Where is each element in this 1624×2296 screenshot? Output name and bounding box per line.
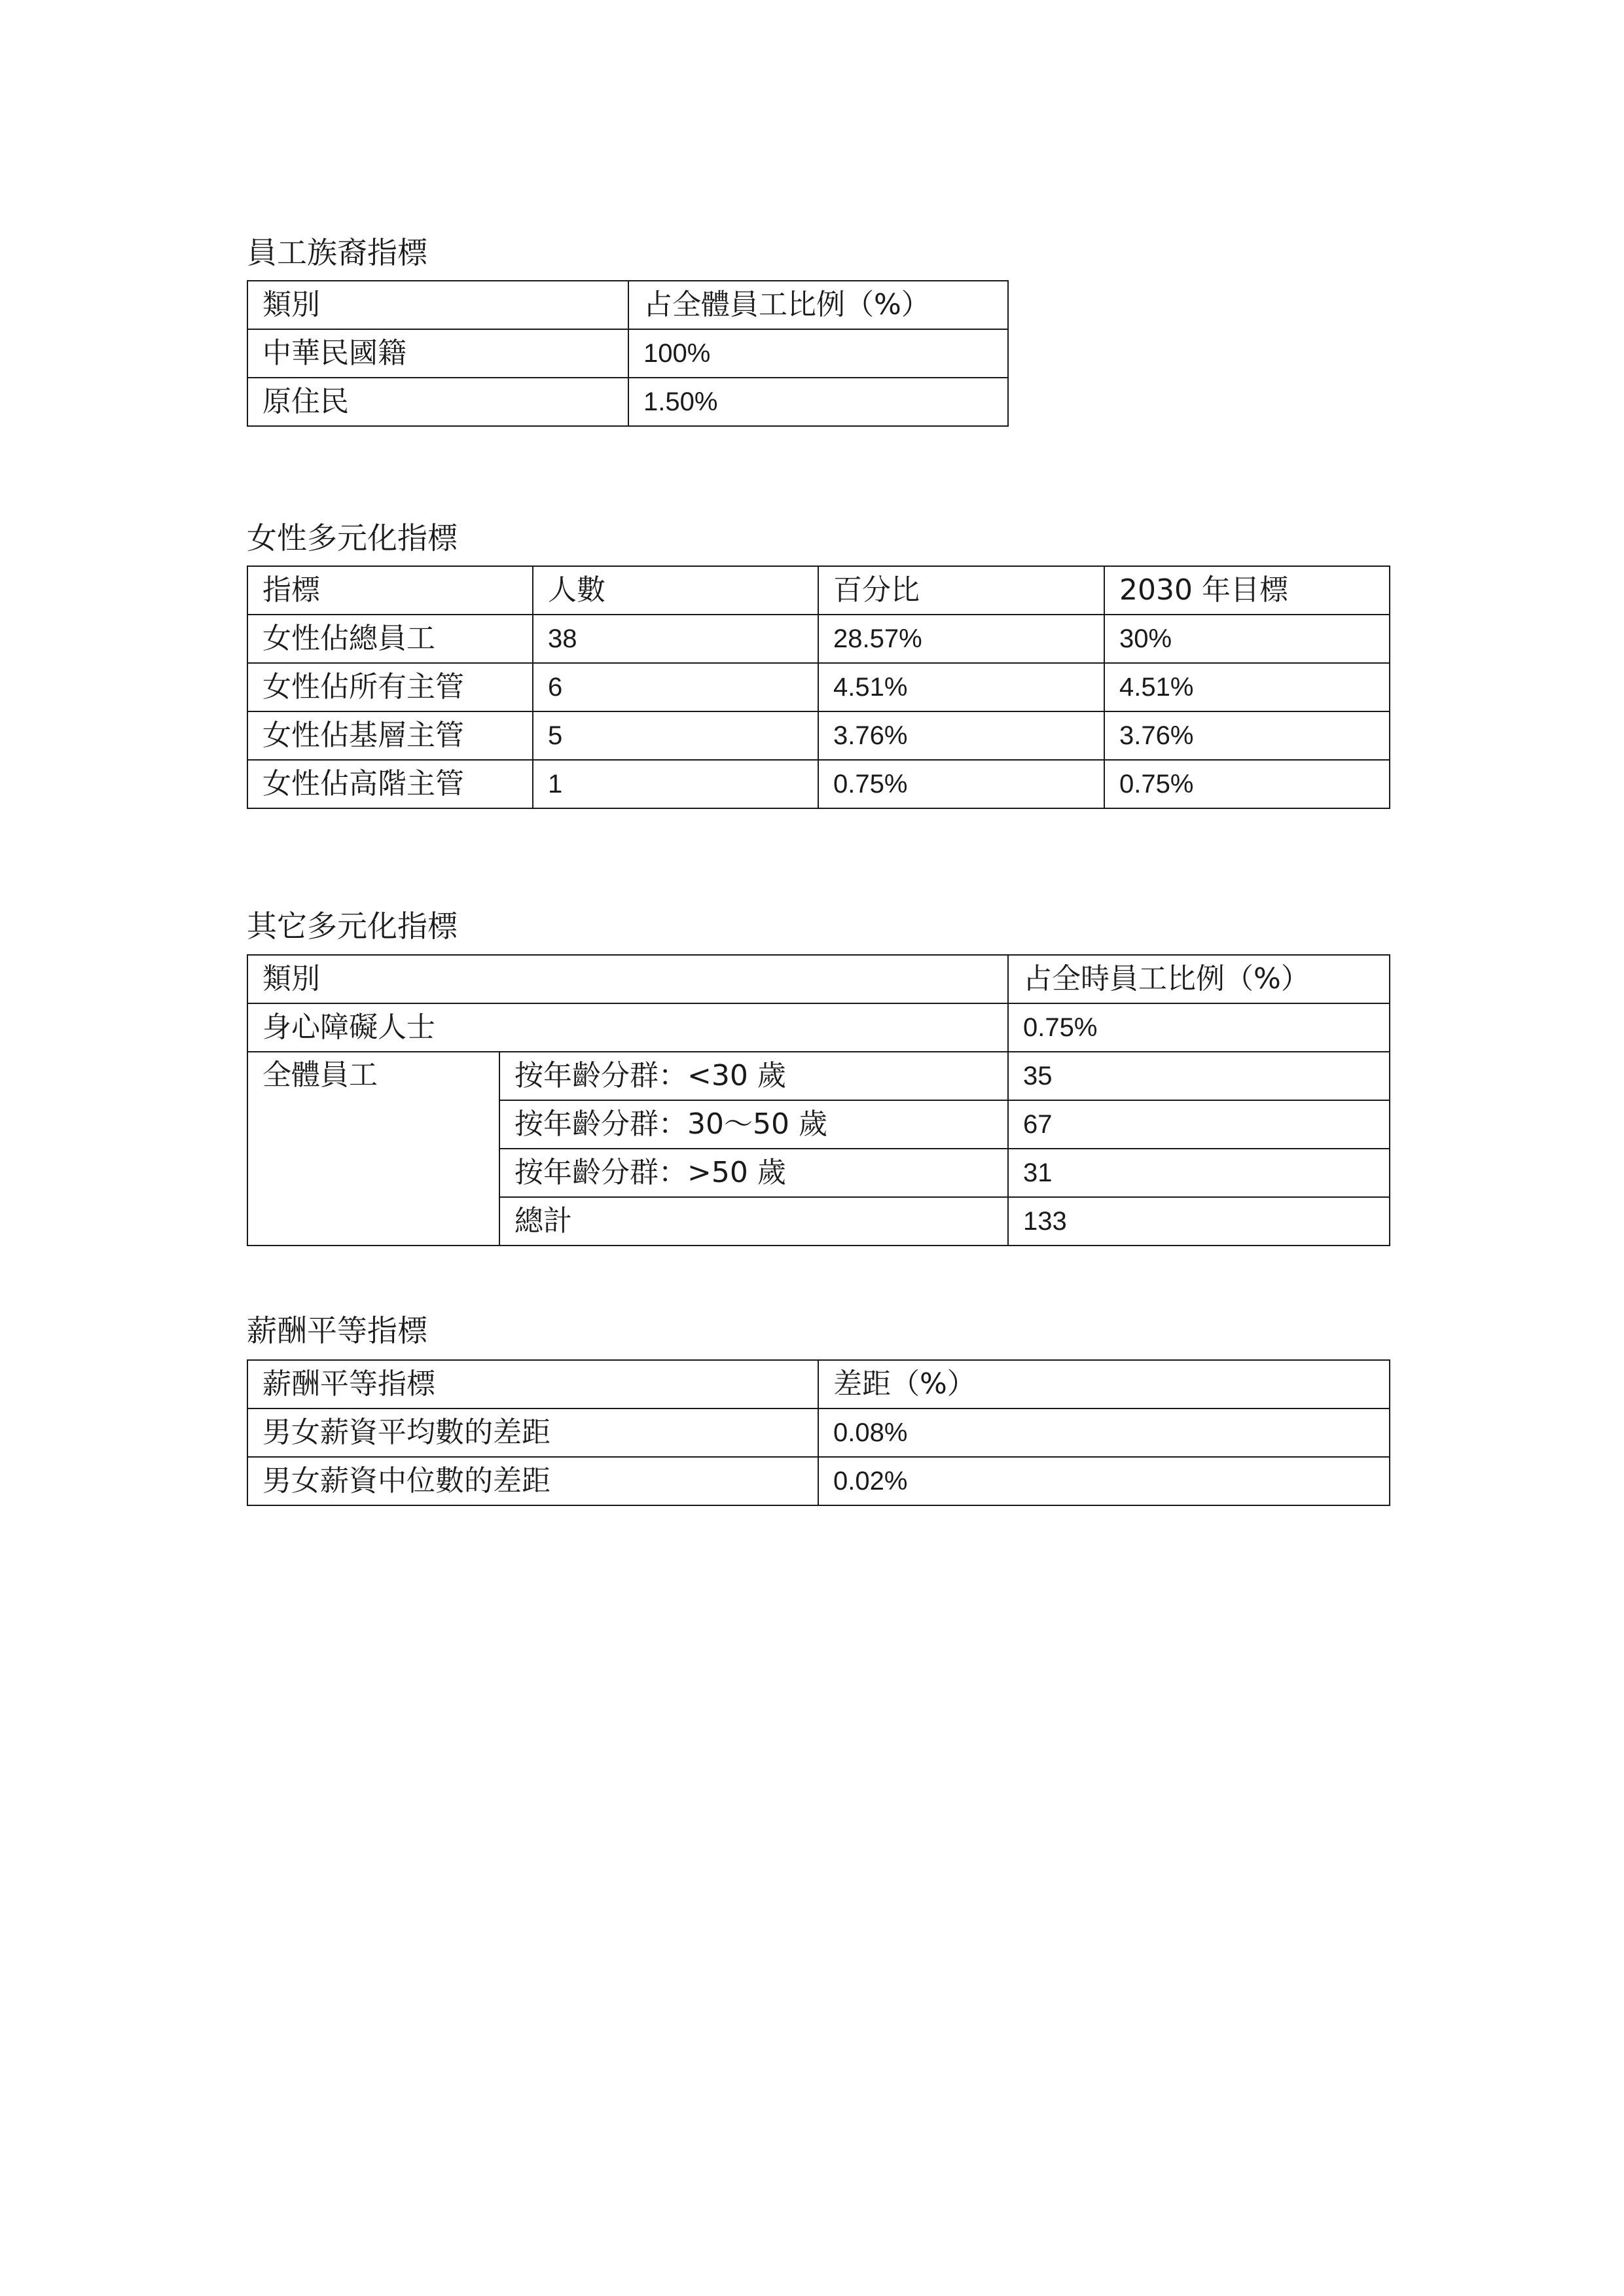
table-row — [247, 1003, 1390, 1052]
all-staff-cell: 全體員工 — [247, 1052, 499, 1246]
indicator-cell: 男女薪資平均數的差距 — [247, 1408, 818, 1457]
percent-cell: 0.75% — [818, 760, 1104, 808]
pay-equality-table — [247, 1359, 1390, 1506]
value-cell: 35 — [1008, 1052, 1390, 1100]
table-row — [247, 1457, 1390, 1505]
header-cell: 占全時員工比例（%） — [1008, 955, 1390, 1003]
table-header-row — [247, 281, 1008, 329]
indicator-cell: 女性佔高階主管 — [247, 760, 533, 808]
count-cell: 6 — [533, 663, 818, 711]
total-label-cell: 總計 — [499, 1197, 1008, 1246]
header-cell: 占全體員工比例（%） — [628, 281, 1008, 329]
value-cell: 31 — [1008, 1149, 1390, 1197]
header-cell: 類別 — [247, 955, 1008, 1003]
header-cell: 薪酬平等指標 — [247, 1360, 818, 1408]
table-row — [247, 711, 1390, 760]
indicator-cell: 男女薪資中位數的差距 — [247, 1457, 818, 1505]
table-row — [247, 1052, 1390, 1100]
indicator-cell: 女性佔基層主管 — [247, 711, 533, 760]
value-cell: 1.50% — [628, 378, 1008, 426]
table-header-row — [247, 566, 1390, 615]
header-cell: 指標 — [247, 566, 533, 615]
age-group-cell: 按年齡分群：<30 歲 — [499, 1052, 1008, 1100]
count-cell: 1 — [533, 760, 818, 808]
header-cell: 人數 — [533, 566, 818, 615]
table-row — [247, 378, 1008, 426]
table-header-row — [247, 1360, 1390, 1408]
value-cell: 0.08% — [818, 1408, 1390, 1457]
other-section-title: 其它多元化指標 — [247, 908, 458, 944]
ethnicity-section-title: 員工族裔指標 — [247, 235, 427, 270]
indicator-cell: 女性佔所有主管 — [247, 663, 533, 711]
age-group-cell: 按年齡分群：30～50 歲 — [499, 1100, 1008, 1149]
table-row — [247, 329, 1008, 378]
target-cell: 3.76% — [1104, 711, 1390, 760]
percent-cell: 4.51% — [818, 663, 1104, 711]
table-row — [247, 615, 1390, 663]
category-cell: 中華民國籍 — [247, 329, 628, 378]
header-cell: 差距（%） — [818, 1360, 1390, 1408]
header-cell: 百分比 — [818, 566, 1104, 615]
table-row — [247, 760, 1390, 808]
count-cell: 38 — [533, 615, 818, 663]
target-cell: 0.75% — [1104, 760, 1390, 808]
target-cell: 30% — [1104, 615, 1390, 663]
target-cell: 4.51% — [1104, 663, 1390, 711]
value-cell: 100% — [628, 329, 1008, 378]
total-value-cell: 133 — [1008, 1197, 1390, 1246]
percent-cell: 28.57% — [818, 615, 1104, 663]
indicator-cell: 女性佔總員工 — [247, 615, 533, 663]
value-cell: 0.02% — [818, 1457, 1390, 1505]
ethnicity-table — [247, 280, 1009, 427]
table-row — [247, 663, 1390, 711]
value-cell: 0.75% — [1008, 1003, 1390, 1052]
header-cell: 2030 年目標 — [1104, 566, 1390, 615]
pay-section-title: 薪酬平等指標 — [247, 1313, 427, 1348]
category-cell: 身心障礙人士 — [247, 1003, 1008, 1052]
category-cell: 原住民 — [247, 378, 628, 426]
table-row — [247, 1408, 1390, 1457]
value-cell: 67 — [1008, 1100, 1390, 1149]
percent-cell: 3.76% — [818, 711, 1104, 760]
count-cell: 5 — [533, 711, 818, 760]
female-diversity-table — [247, 565, 1390, 809]
age-group-cell: 按年齡分群：>50 歲 — [499, 1149, 1008, 1197]
female-section-title: 女性多元化指標 — [247, 520, 458, 556]
other-diversity-table — [247, 954, 1390, 1246]
header-cell: 類別 — [247, 281, 628, 329]
table-header-row — [247, 955, 1390, 1003]
